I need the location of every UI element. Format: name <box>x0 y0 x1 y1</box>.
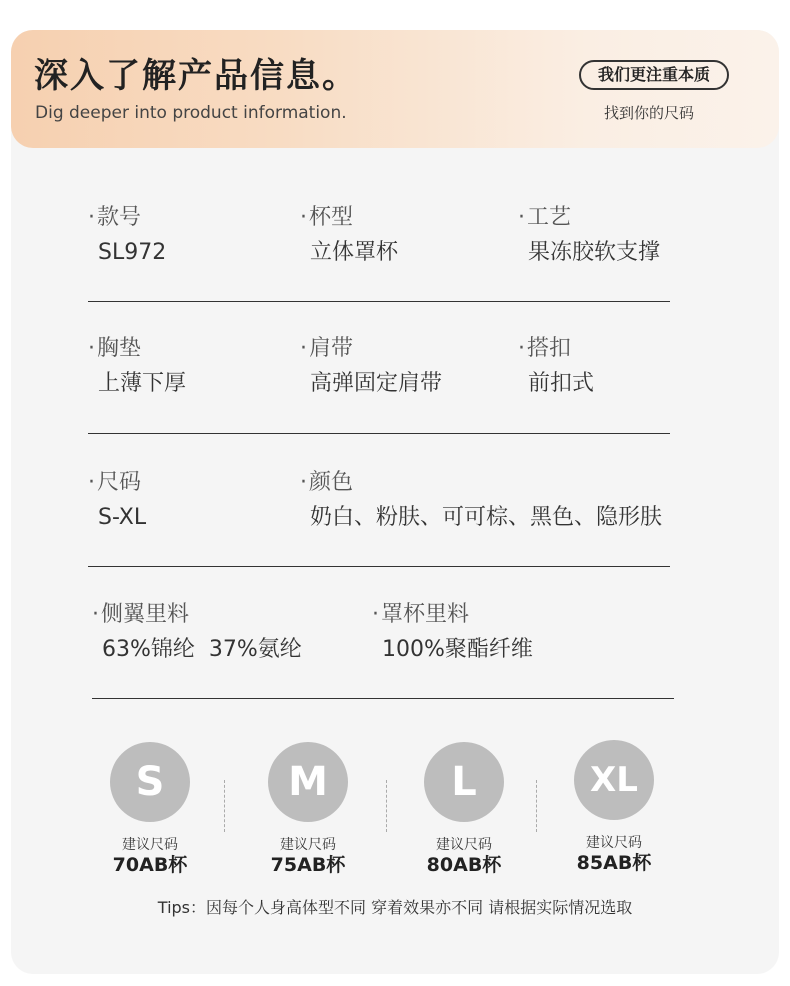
spec-value: 立体罩杯 <box>310 240 399 265</box>
page-subtitle: Dig deeper into product information. <box>35 103 347 123</box>
size-circle: M <box>268 742 348 822</box>
spec-label: · 胸垫 <box>88 335 186 363</box>
size-circle: L <box>424 742 504 822</box>
size-cup: 75AB杯 <box>270 854 346 876</box>
spec-value: 前扣式 <box>528 371 595 396</box>
size-circle: S <box>110 742 190 822</box>
spec-strap <box>300 335 442 399</box>
spec-colors <box>300 469 662 533</box>
size-suggest-label: 建议尺码 <box>586 835 642 851</box>
size-xl <box>549 740 679 874</box>
size-circle: XL <box>574 740 654 820</box>
spec-value: 上薄下厚 <box>98 371 187 396</box>
spec-cup-lining <box>372 601 533 665</box>
spec-value: SL972 <box>98 240 167 265</box>
spec-size <box>88 469 146 533</box>
quality-badge: 我们更注重本质 <box>579 60 729 90</box>
spec-label: · 杯型 <box>300 204 398 232</box>
dashed-separator <box>536 780 537 832</box>
spec-value: 高弹固定肩带 <box>310 371 443 396</box>
spec-value: S-XL <box>98 505 147 530</box>
spec-label: · 搭扣 <box>518 335 594 363</box>
spec-label: · 侧翼里料 <box>92 601 302 629</box>
spec-label: · 罩杯里料 <box>372 601 533 629</box>
size-cup: 85AB杯 <box>576 852 652 874</box>
spec-craft <box>518 204 660 268</box>
spec-value: 奶白、粉肤、可可棕、黑色、隐形肤 <box>310 505 663 530</box>
spec-label: · 工艺 <box>518 204 660 232</box>
size-suggest-label: 建议尺码 <box>436 837 492 853</box>
spec-clasp <box>518 335 594 399</box>
dashed-separator <box>224 780 225 832</box>
tips-text: Tips：因每个人身高体型不同 穿着效果亦不同 请根据实际情况选取 <box>157 898 633 917</box>
divider <box>92 698 674 699</box>
spec-style-number <box>88 204 166 268</box>
size-l <box>399 742 529 876</box>
size-cup: 70AB杯 <box>112 854 188 876</box>
page-title: 深入了解产品信息。 <box>34 56 358 96</box>
divider <box>88 433 670 434</box>
spec-label: · 肩带 <box>300 335 442 363</box>
spec-cup-type <box>300 204 398 268</box>
size-suggest-label: 建议尺码 <box>280 837 336 853</box>
spec-wing-lining <box>92 601 302 665</box>
spec-label: · 尺码 <box>88 469 146 497</box>
find-size-text: 找到你的尺码 <box>604 104 695 122</box>
spec-value: 100%聚酯纤维 <box>382 637 533 662</box>
size-m <box>243 742 373 876</box>
divider <box>88 566 670 567</box>
divider <box>88 301 670 302</box>
size-suggest-label: 建议尺码 <box>122 837 178 853</box>
spec-label: · 款号 <box>88 204 166 232</box>
spec-value: 果冻胶软支撑 <box>528 240 661 265</box>
spec-label: · 颜色 <box>300 469 662 497</box>
dashed-separator <box>386 780 387 832</box>
size-s <box>85 742 215 876</box>
spec-value: 63%锦纶 37%氨纶 <box>102 637 302 662</box>
spec-pad <box>88 335 186 399</box>
size-cup: 80AB杯 <box>426 854 502 876</box>
